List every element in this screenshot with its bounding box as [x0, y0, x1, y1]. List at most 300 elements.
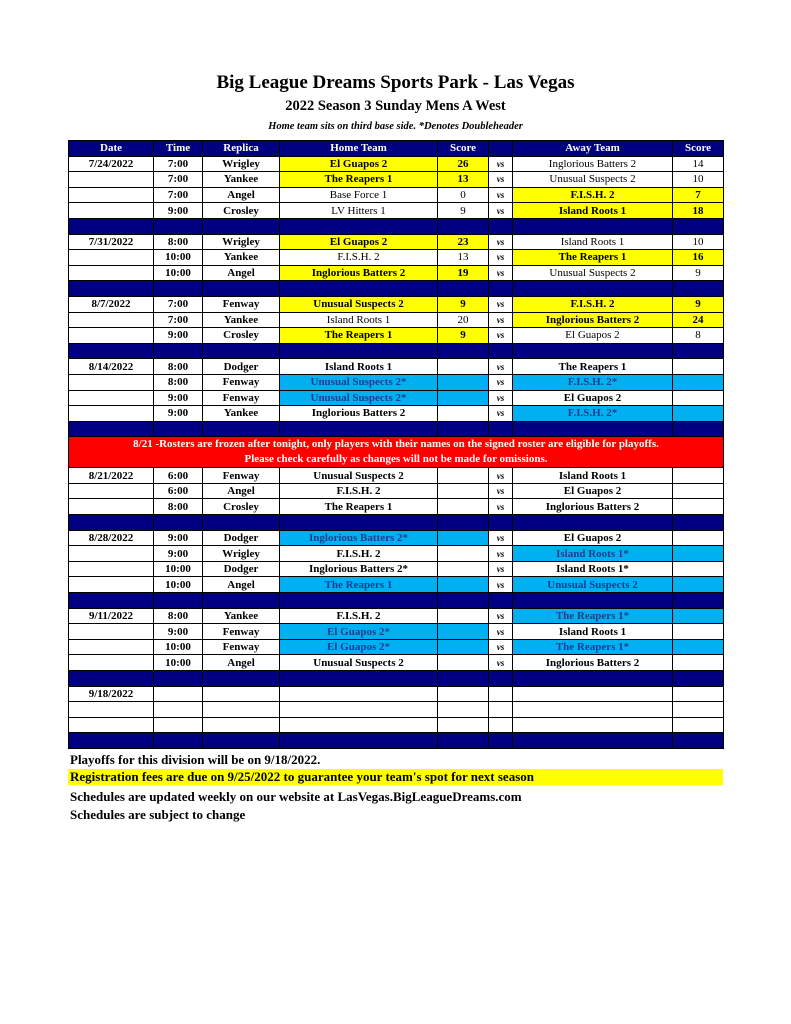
separator-cell [203, 593, 280, 609]
separator-row [69, 421, 724, 437]
game-row [69, 655, 724, 671]
registration-note: Registration fees are due on 9/25/2022 to guarantee your team's spot for next season [68, 769, 723, 785]
away-score-cell [673, 483, 724, 499]
separator-cell [280, 343, 438, 359]
game-row [69, 499, 724, 515]
playoffs-note: Playoffs for this division will be on 9/18/2022. [70, 752, 321, 767]
away-score-cell [673, 624, 724, 640]
away-team-cell: Island Roots 1 [513, 234, 673, 250]
header-away-score: Score [673, 141, 724, 157]
separator-cell [203, 671, 280, 687]
game-row [69, 156, 724, 172]
vs-label: vs [489, 296, 513, 312]
page-title: Big League Dreams Sports Park - Las Vegas [216, 72, 575, 93]
game-row [69, 203, 724, 219]
time-cell: 9:00 [154, 546, 203, 562]
home-score-cell: 9 [438, 296, 489, 312]
time-cell: 10:00 [154, 639, 203, 655]
home-team-cell: Unusual Suspects 2* [280, 374, 438, 390]
separator-cell [513, 515, 673, 531]
date-cell [69, 312, 154, 328]
replica-field-cell: Wrigley [203, 156, 280, 172]
vs-label: vs [489, 374, 513, 390]
separator-cell [154, 515, 203, 531]
vs-label: vs [489, 234, 513, 250]
separator-row [69, 671, 724, 687]
separator-cell [489, 515, 513, 531]
date-cell [69, 250, 154, 266]
away-score-cell: 16 [673, 250, 724, 266]
away-team-cell: Inglorious Batters 2 [513, 655, 673, 671]
separator-cell [69, 593, 154, 609]
separator-cell [69, 515, 154, 531]
time-cell: 6:00 [154, 483, 203, 499]
separator-cell [154, 671, 203, 687]
separator-cell [154, 733, 203, 749]
home-score-cell: 9 [438, 203, 489, 219]
vs-label: vs [489, 203, 513, 219]
separator-cell [203, 281, 280, 297]
separator-cell [489, 593, 513, 609]
separator-row [69, 515, 724, 531]
replica-field-cell: Yankee [203, 172, 280, 188]
vs-label: vs [489, 561, 513, 577]
replica-field-cell: Yankee [203, 312, 280, 328]
separator-cell [513, 343, 673, 359]
empty-cell [673, 702, 724, 718]
replica-field-cell: Angel [203, 265, 280, 281]
header-row [69, 141, 724, 157]
away-team-cell: F.I.S.H. 2 [513, 187, 673, 203]
game-row [69, 561, 724, 577]
home-team-cell: El Guapos 2 [280, 156, 438, 172]
replica-field-cell: Wrigley [203, 234, 280, 250]
home-team-cell: Island Roots 1 [280, 312, 438, 328]
banner-line: Please check carefully as changes will not be made for omissions. [244, 453, 548, 466]
game-row [69, 374, 724, 390]
away-score-cell: 24 [673, 312, 724, 328]
replica-field-cell: Crosley [203, 499, 280, 515]
date-cell [69, 499, 154, 515]
header-home-score: Score [438, 141, 489, 157]
game-row [69, 546, 724, 562]
away-score-cell [673, 499, 724, 515]
home-team-cell: The Reapers 1 [280, 577, 438, 593]
separator-cell [489, 218, 513, 234]
time-cell: 8:00 [154, 608, 203, 624]
away-score-cell [673, 639, 724, 655]
empty-cell [489, 686, 513, 702]
empty-cell [673, 717, 724, 733]
home-team-cell: Unusual Suspects 2 [280, 655, 438, 671]
vs-label: vs [489, 172, 513, 188]
empty-cell [673, 686, 724, 702]
replica-field-cell: Wrigley [203, 546, 280, 562]
away-team-cell: Unusual Suspects 2 [513, 172, 673, 188]
vs-label: vs [489, 577, 513, 593]
empty-cell [513, 717, 673, 733]
game-row [69, 359, 724, 375]
away-team-cell: F.I.S.H. 2* [513, 374, 673, 390]
away-team-cell: Island Roots 1* [513, 546, 673, 562]
game-row [69, 296, 724, 312]
time-cell: 9:00 [154, 328, 203, 344]
home-team-cell: LV Hitters 1 [280, 203, 438, 219]
empty-cell [438, 702, 489, 718]
away-score-cell: 10 [673, 234, 724, 250]
time-cell: 9:00 [154, 390, 203, 406]
date-cell [69, 577, 154, 593]
home-score-cell [438, 624, 489, 640]
replica-field-cell: Yankee [203, 608, 280, 624]
separator-cell [280, 421, 438, 437]
separator-row [69, 281, 724, 297]
away-team-cell: The Reapers 1* [513, 639, 673, 655]
time-cell: 9:00 [154, 203, 203, 219]
time-cell: 9:00 [154, 406, 203, 422]
separator-cell [438, 218, 489, 234]
schedule-note: Home team sits on third base side. *Denotes Doubleheader [268, 121, 523, 132]
home-score-cell [438, 390, 489, 406]
time-cell: 8:00 [154, 359, 203, 375]
time-cell: 10:00 [154, 265, 203, 281]
replica-field-cell: Fenway [203, 624, 280, 640]
date-cell [69, 390, 154, 406]
separator-cell [154, 343, 203, 359]
time-cell: 10:00 [154, 577, 203, 593]
separator-cell [280, 515, 438, 531]
separator-cell [513, 281, 673, 297]
vs-label: vs [489, 468, 513, 484]
empty-cell [513, 702, 673, 718]
date-cell: 7/31/2022 [69, 234, 154, 250]
home-team-cell: Inglorious Batters 2* [280, 530, 438, 546]
vs-label: vs [489, 624, 513, 640]
home-score-cell: 19 [438, 265, 489, 281]
date-cell: 8/28/2022 [69, 530, 154, 546]
away-score-cell: 9 [673, 265, 724, 281]
replica-field-cell: Angel [203, 483, 280, 499]
empty-cell [438, 717, 489, 733]
header-time: Time [154, 141, 203, 157]
separator-cell [280, 218, 438, 234]
empty-cell [203, 686, 280, 702]
game-row [69, 530, 724, 546]
home-score-cell: 20 [438, 312, 489, 328]
date-cell [69, 265, 154, 281]
separator-row [69, 733, 724, 749]
home-team-cell: El Guapos 2* [280, 624, 438, 640]
separator-cell [673, 218, 724, 234]
away-team-cell: El Guapos 2 [513, 483, 673, 499]
separator-cell [438, 733, 489, 749]
away-score-cell: 18 [673, 203, 724, 219]
home-score-cell [438, 468, 489, 484]
home-score-cell [438, 639, 489, 655]
away-score-cell: 10 [673, 172, 724, 188]
home-score-cell [438, 530, 489, 546]
home-score-cell: 23 [438, 234, 489, 250]
home-team-cell: The Reapers 1 [280, 172, 438, 188]
vs-label: vs [489, 546, 513, 562]
separator-cell [69, 421, 154, 437]
away-team-cell: El Guapos 2 [513, 530, 673, 546]
away-score-cell [673, 561, 724, 577]
separator-cell [280, 593, 438, 609]
time-cell: 7:00 [154, 172, 203, 188]
separator-cell [673, 421, 724, 437]
away-score-cell [673, 468, 724, 484]
replica-field-cell: Crosley [203, 328, 280, 344]
time-cell: 10:00 [154, 250, 203, 266]
home-score-cell [438, 406, 489, 422]
time-cell: 8:00 [154, 374, 203, 390]
time-cell: 6:00 [154, 468, 203, 484]
time-cell: 7:00 [154, 296, 203, 312]
home-team-cell: Unusual Suspects 2 [280, 468, 438, 484]
home-team-cell: Unusual Suspects 2* [280, 390, 438, 406]
vs-label: vs [489, 328, 513, 344]
away-team-cell: Island Roots 1 [513, 468, 673, 484]
game-row [69, 608, 724, 624]
home-team-cell: El Guapos 2 [280, 234, 438, 250]
away-team-cell: Island Roots 1* [513, 561, 673, 577]
separator-cell [203, 343, 280, 359]
vs-label: vs [489, 312, 513, 328]
date-cell [69, 187, 154, 203]
vs-label: vs [489, 390, 513, 406]
replica-field-cell: Dodger [203, 561, 280, 577]
home-score-cell [438, 561, 489, 577]
separator-cell [203, 515, 280, 531]
home-score-cell [438, 546, 489, 562]
empty-cell [203, 717, 280, 733]
away-team-cell: The Reapers 1* [513, 608, 673, 624]
home-team-cell: The Reapers 1 [280, 328, 438, 344]
home-team-cell: El Guapos 2* [280, 639, 438, 655]
vs-label: vs [489, 483, 513, 499]
date-cell [69, 639, 154, 655]
separator-cell [438, 421, 489, 437]
header-replica: Replica [203, 141, 280, 157]
game-row [69, 390, 724, 406]
home-team-cell: Inglorious Batters 2 [280, 406, 438, 422]
date-cell [69, 328, 154, 344]
game-row [69, 250, 724, 266]
separator-cell [673, 515, 724, 531]
away-team-cell: El Guapos 2 [513, 390, 673, 406]
separator-row [69, 343, 724, 359]
empty-cell [154, 702, 203, 718]
vs-label: vs [489, 265, 513, 281]
replica-field-cell: Fenway [203, 296, 280, 312]
home-team-cell: Island Roots 1 [280, 359, 438, 375]
empty-cell [203, 702, 280, 718]
banner-cell [69, 437, 724, 468]
time-cell: 9:00 [154, 624, 203, 640]
home-score-cell: 13 [438, 172, 489, 188]
date-cell: 8/21/2022 [69, 468, 154, 484]
subject-to-change-note: Schedules are subject to change [70, 807, 246, 822]
home-score-cell: 13 [438, 250, 489, 266]
home-score-cell [438, 608, 489, 624]
time-cell: 7:00 [154, 187, 203, 203]
replica-field-cell: Yankee [203, 250, 280, 266]
separator-cell [489, 343, 513, 359]
date-cell: 9/11/2022 [69, 608, 154, 624]
empty-cell [154, 686, 203, 702]
separator-row [69, 218, 724, 234]
schedule-table [68, 140, 724, 749]
replica-field-cell: Fenway [203, 374, 280, 390]
separator-cell [438, 593, 489, 609]
away-score-cell: 7 [673, 187, 724, 203]
time-cell: 9:00 [154, 530, 203, 546]
home-score-cell [438, 374, 489, 390]
empty-cell [513, 686, 673, 702]
away-score-cell [673, 577, 724, 593]
separator-cell [69, 281, 154, 297]
vs-label: vs [489, 406, 513, 422]
home-team-cell: Unusual Suspects 2 [280, 296, 438, 312]
empty-cell [280, 702, 438, 718]
empty-cell [154, 717, 203, 733]
game-row [69, 172, 724, 188]
replica-field-cell: Fenway [203, 639, 280, 655]
date-cell [69, 561, 154, 577]
header-date: Date [69, 141, 154, 157]
separator-cell [489, 671, 513, 687]
vs-label: vs [489, 655, 513, 671]
date-cell [69, 374, 154, 390]
time-cell: 7:00 [154, 312, 203, 328]
separator-cell [673, 593, 724, 609]
date-cell: 9/18/2022 [69, 686, 154, 702]
away-score-cell [673, 390, 724, 406]
away-team-cell: Inglorious Batters 2 [513, 156, 673, 172]
date-cell [69, 624, 154, 640]
separator-cell [203, 421, 280, 437]
page-subtitle: 2022 Season 3 Sunday Mens A West [285, 98, 506, 114]
home-team-cell: Base Force 1 [280, 187, 438, 203]
separator-cell [280, 671, 438, 687]
separator-cell [203, 218, 280, 234]
home-team-cell: Inglorious Batters 2* [280, 561, 438, 577]
game-row [69, 577, 724, 593]
home-score-cell: 26 [438, 156, 489, 172]
separator-cell [154, 593, 203, 609]
away-team-cell: Inglorious Batters 2 [513, 499, 673, 515]
away-team-cell: Inglorious Batters 2 [513, 312, 673, 328]
separator-cell [69, 671, 154, 687]
game-row [69, 483, 724, 499]
separator-cell [673, 343, 724, 359]
vs-label: vs [489, 530, 513, 546]
vs-label: vs [489, 639, 513, 655]
date-cell [69, 483, 154, 499]
game-row [69, 328, 724, 344]
replica-field-cell: Fenway [203, 468, 280, 484]
game-row [69, 639, 724, 655]
separator-cell [513, 671, 673, 687]
separator-cell [673, 733, 724, 749]
empty-cell [280, 686, 438, 702]
replica-field-cell: Yankee [203, 406, 280, 422]
header-home-team: Home Team [280, 141, 438, 157]
empty-cell [489, 717, 513, 733]
date-cell [69, 702, 154, 718]
empty-row [69, 702, 724, 718]
away-score-cell [673, 359, 724, 375]
roster-freeze-banner [69, 437, 724, 468]
separator-cell [489, 421, 513, 437]
date-cell [69, 203, 154, 219]
replica-field-cell: Dodger [203, 530, 280, 546]
empty-cell [489, 702, 513, 718]
separator-cell [513, 733, 673, 749]
away-team-cell: The Reapers 1 [513, 359, 673, 375]
home-score-cell: 9 [438, 328, 489, 344]
home-team-cell: The Reapers 1 [280, 499, 438, 515]
empty-cell [438, 686, 489, 702]
vs-label: vs [489, 608, 513, 624]
vs-label: vs [489, 156, 513, 172]
separator-cell [489, 281, 513, 297]
empty-cell [280, 717, 438, 733]
date-cell [69, 546, 154, 562]
away-team-cell: The Reapers 1 [513, 250, 673, 266]
time-cell: 8:00 [154, 234, 203, 250]
away-score-cell: 8 [673, 328, 724, 344]
away-team-cell: Unusual Suspects 2 [513, 265, 673, 281]
time-cell: 10:00 [154, 655, 203, 671]
date-cell: 8/7/2022 [69, 296, 154, 312]
away-team-cell: Island Roots 1 [513, 203, 673, 219]
vs-label: vs [489, 499, 513, 515]
away-team-cell: F.I.S.H. 2 [513, 296, 673, 312]
separator-cell [489, 733, 513, 749]
game-row [69, 187, 724, 203]
away-score-cell [673, 530, 724, 546]
separator-cell [513, 421, 673, 437]
separator-row [69, 593, 724, 609]
home-team-cell: F.I.S.H. 2 [280, 546, 438, 562]
game-row [69, 312, 724, 328]
separator-cell [438, 281, 489, 297]
separator-cell [69, 343, 154, 359]
replica-field-cell: Dodger [203, 359, 280, 375]
banner-line: 8/21 -Rosters are frozen after tonight, only players with their names on the signed roster are eligible for playoffs. [133, 438, 659, 451]
away-score-cell [673, 406, 724, 422]
home-score-cell [438, 359, 489, 375]
date-cell [69, 717, 154, 733]
home-team-cell: F.I.S.H. 2 [280, 608, 438, 624]
away-score-cell [673, 655, 724, 671]
separator-cell [513, 593, 673, 609]
time-cell: 8:00 [154, 499, 203, 515]
game-row [69, 265, 724, 281]
vs-label: vs [489, 187, 513, 203]
separator-cell [438, 343, 489, 359]
vs-label: vs [489, 359, 513, 375]
away-score-cell [673, 608, 724, 624]
home-score-cell [438, 655, 489, 671]
home-team-cell: F.I.S.H. 2 [280, 250, 438, 266]
away-score-cell: 14 [673, 156, 724, 172]
game-row [69, 624, 724, 640]
separator-cell [280, 281, 438, 297]
game-row [69, 234, 724, 250]
